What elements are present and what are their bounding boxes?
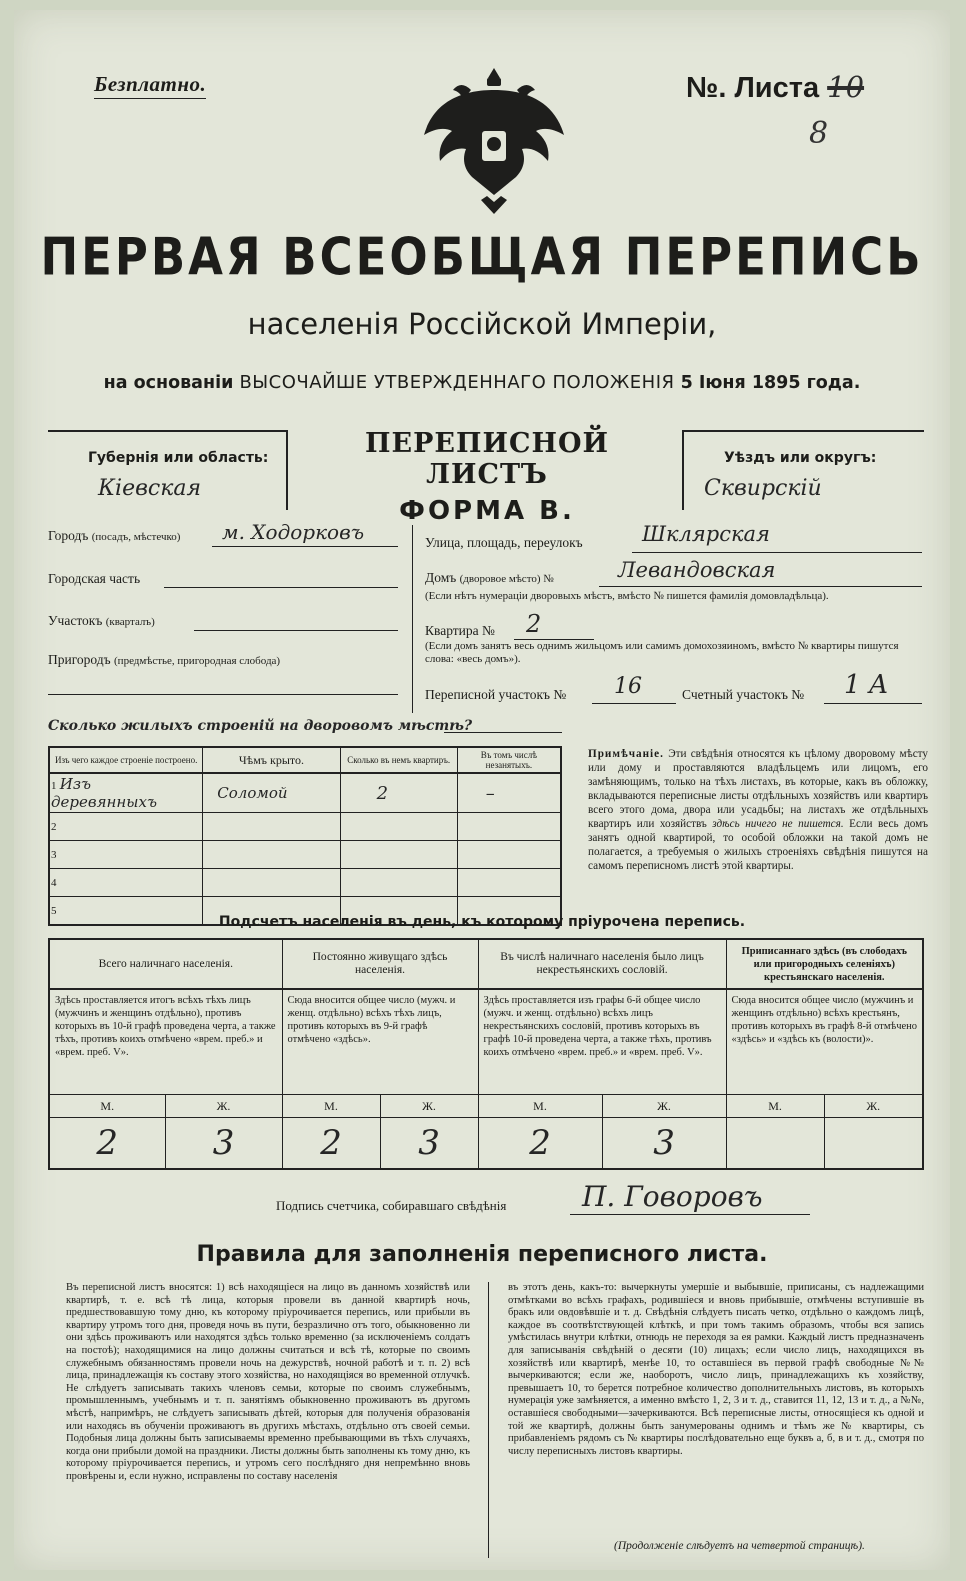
table-row [49,813,561,841]
col-vacant: Въ томъ числѣ незанятыхъ. [457,747,561,773]
decree-suffix: 5 Іюня 1895 года. [680,373,861,393]
rules-title: Правила для заполненія переписного листа. [196,1242,768,1267]
city-value: м. Ходорковъ [222,520,365,544]
quarter-label: Участокъ [48,613,103,628]
permanent-female-value: 3 [380,1118,478,1170]
total-male-value: 2 [49,1118,165,1170]
row-number: 4 [49,869,203,897]
material-value: Изъ деревянныхъ [51,775,157,811]
male-label: М. [726,1095,824,1118]
form-name: ФОРМА В. [399,496,575,526]
apt-hint: (Если домъ занятъ весь однимъ жильцомъ или самимъ домохозяиномъ, вмѣсто № квартиры пишутся слова: «весь домъ»). [425,640,899,665]
city-label: Городъ [48,528,89,543]
decree-caps: ВЫСОЧАЙШЕ УТВЕРЖДЕННАГО ПОЛОЖЕНІЯ [239,372,675,393]
apt-value: 2 [526,610,542,638]
total-female-value: 3 [165,1118,282,1170]
population-head-peasant: Приписаннаго здѣсь (въ слободахъ или пригородныхъ селеніяхъ) крестьянскаго населенія. [726,939,923,989]
suburb-field [48,652,280,668]
female-label: Ж. [165,1095,282,1118]
population-desc-permanent: Сюда вносится общее число (мужч. и женщ. отдѣльно) всѣхъ тѣхъ лицъ, противъ которыхъ въ 9-й графѣ отмѣчено «здѣсь». [282,989,478,1095]
population-head-total: Всего наличнаго населенія. [49,939,282,989]
quarter-note: (кварталъ) [105,616,155,628]
col-apartments: Сколько въ немъ квартиръ. [340,747,457,773]
main-title: ПЕРВАЯ ВСЕОБЩАЯ ПЕРЕПИСЬ [40,226,924,287]
buildings-question: Сколько жилыхъ строеній на дворовомъ мѣстѣ? [48,718,473,734]
nonpeasant-female-value: 3 [602,1118,726,1170]
female-label: Ж. [602,1095,726,1118]
table-row [49,869,561,897]
remark-block [588,747,928,873]
street-label: Улица, площадь, переулокъ [425,535,583,550]
apartments-value: 2 [340,773,457,813]
population-desc-peasant: Сюда вносится общее число (мужчинъ и женщинъ отдѣльно) всѣхъ крестьянъ, противъ которыхъ въ графѣ 8-й отмѣчено «здѣсь» и «здѣсь къ (волости)». [726,989,923,1095]
house-value: Левандовская [618,558,776,582]
count-area-value: 1 А [844,670,889,700]
population-desc-nonpeasant: Здѣсь проставляется изъ графы 6-й общее число (мужч. и женщ. отдѣльно) всѣхъ лицъ некрестьянскихъ сословій, противъ которыхъ въ графѣ 10-й проведена черта, а также тѣхъ, противъ коихъ отмѣчено «врем. преб.» и «врем. преб. V». [478,989,726,1095]
population-table [48,938,924,1170]
form-title-block [300,428,674,526]
sheet-number-crossed: 10 [827,70,865,104]
uezd-box [682,430,924,510]
uezd-value: Сквирскій [704,476,822,501]
signature-label: Подпись счетчика, собиравшаго свѣдѣнія [276,1198,507,1213]
city-field [48,528,180,544]
apt-label: Квартира № [425,623,495,638]
suburb-note: (предмѣстье, пригородная слобода) [114,655,281,667]
census-area-label: Переписной участокъ № [425,687,567,702]
house-hint: (Если нѣтъ нумераціи дворовыхъ мѣстъ, вмѣсто № пишется фамилія домовладѣльца). [425,590,829,602]
signature-value: П. Говоровъ [582,1180,763,1213]
gubernia-label: Губернія или область: [88,450,269,466]
peasant-male-value [726,1118,824,1170]
decree-line [14,372,950,393]
suburb-label: Пригородъ [48,652,111,667]
gubernia-box [48,430,288,510]
double-headed-eagle-emblem [419,60,569,220]
sheet-number-label: №. Листа [686,72,820,104]
col-material: Изъ чего каждое строеніе построено. [49,747,203,773]
buildings-table [48,746,562,926]
free-label: Безплатно. [94,72,207,96]
sheet-number-handwritten: 8 [809,116,829,151]
row-number: 1 [51,780,57,792]
permanent-male-value: 2 [282,1118,380,1170]
table-row [49,841,561,869]
gubernia-value: Кіевская [98,476,202,501]
col-roof: Чѣмъ крыто. [203,747,340,773]
female-label: Ж. [380,1095,478,1118]
house-field [425,570,554,586]
remark-text2: Если весь домъ занятъ одной квартирой, то особой обложки на такой домъ не полагается, а требуемыя о жилыхъ строеніяхъ свѣдѣнія пишутся на самомъ переписномъ листѣ этой квартиры. [588,818,929,872]
rules-column-right: въ этотъ день, какъ-то: вычеркнуты умершіе и выбывшіе, приписаны, съ надлежащими отмѣтками во всѣхъ графахъ, родившіеся и вновь прибывшіе, отмѣчены вступившіе въ бракъ или овдовѣвшіе и т. д. Свѣдѣнія слѣдуетъ писать четко, отдѣльно о каждомъ лицѣ, каждое въ соотвѣтствующей клѣткѣ, и при томъ такимъ образомъ, чтобы вся запись умѣстилась внутри клѣтки, отнюдь не переходя за ея рамки. Каждый листъ предназначенъ для записыванія свѣдѣній о десяти (10) лицахъ; если число лицъ, находящихся въ хозяйствѣ или квартирѣ, менѣе 10, то оставшіеся въ первой графѣ свободные №№ вычеркиваются; если же, наоборотъ, число лицъ, принадлежащихъ къ хозяйству, превышаетъ 10, то берется потребное количество дополнительныхъ листовъ, въ которыхъ нумерація уже замѣняется, а именно вмѣсто 1, 2, 3 и т. д., ставится 11, 12, 13 и т. д., а №№, оставшіеся свободными—зачеркиваются. Всѣ переписные листы, относящіеся къ одной и той же квартирѣ, должны быть занумерованы однимъ и тѣмъ же № квартиры, съ прибавленіемъ рядомъ съ № квартиры послѣдовательно еще буквъ а, б, в и т. д., смотря по числу переписныхъ листовъ квартиры. [508,1282,924,1457]
roof-value: Соломой [203,773,340,813]
male-label: М. [282,1095,380,1118]
table-row [49,773,561,813]
row-number: 2 [49,813,203,841]
row-number: 3 [49,841,203,869]
street-value: Шклярская [642,522,770,546]
district-label: Городская часть [48,571,141,586]
population-title: Подсчетъ населенія въ день, къ которому пріурочена перепись. [218,914,746,930]
remark-head: Примѣчаніе. [588,748,664,760]
city-note: (посадъ, мѣстечко) [91,531,181,543]
female-label: Ж. [824,1095,923,1118]
subtitle: населенія Россійской Имперіи, [247,307,717,341]
decree-prefix: на основаніи [103,373,234,393]
nonpeasant-male-value: 2 [478,1118,602,1170]
vacant-value: – [457,773,561,813]
census-form-sheet [14,10,950,1570]
male-label: М. [478,1095,602,1118]
sheet-number [686,70,864,105]
population-head-permanent: Постоянно живущаго здѣсь населенія. [282,939,478,989]
form-title: ПЕРЕПИСНОЙ ЛИСТЪ [365,428,609,490]
peasant-female-value [824,1118,923,1170]
rules-continued-note: (Продолженіе слѣдуетъ на четвертой страницѣ). [614,1540,865,1552]
row-number: 5 [49,897,203,926]
house-label: Домъ [425,570,457,585]
count-area-label: Счетный участокъ № [682,687,805,702]
uezd-label: Уѣздъ или округъ: [724,450,877,466]
rules-column-left: Въ переписной листъ вносятся: 1) всѣ находящіеся на лицо въ данномъ хозяйствѣ или квартирѣ, т. е. всѣ тѣ лица, которыя провели въ данной квартирѣ ночь, предшествовавшую тому дню, къ которому пріурочивается перепись, или прибыли въ квартиру утромъ того дня, проведя ночь въ пути, безразлично отъ того, обыкновенно ли они здѣсь проживаютъ или находятся здѣсь только временно (за исключеніемъ солдатъ на постоѣ); находящимися на лицо должны считаться и всѣ тѣ, которые по своимъ служебнымъ обязанностямъ провели ночь на дежурствѣ, ночной работѣ и т. п. 2) всѣ лица, принадлежащія къ составу этого хозяйства, но находящіяся во временной отлучкѣ. Не слѣдуетъ записывать такихъ членовъ семьи, которые по своимъ служебнымъ, промышленнымъ, учебнымъ и т. п. занятіямъ обыкновенно проживаютъ въ другомъ мѣстѣ, напримѣръ, не слѣдуетъ записывать дѣтей, которыя для полученія образованія или находясь въ обученіи проживаютъ въ другихъ мѣстахъ, отдѣльно отъ своей семьи. Подобныя лица должны быть записываемы временно пребывающими въ тѣхъ случаяхъ, когда они прибыли домой на праздники. Листы должны быть заполнены къ тому дню, къ которому пріурочивается перепись, и утромъ сего послѣдняго дня непремѣнно вновь провѣрены и, если нужно, исправлены по составу населенія [66,1282,470,1482]
remark-text: Эти свѣдѣнія относятся къ цѣлому дворовому мѣсту или дому и проставляются владѣльцемъ или лицомъ, его замѣняющимъ, только на тѣхъ листахъ, въ которые, какъ въ обложку, вкладываются переписные листы отдѣльныхъ хозяйствъ или квартиръ всего этого дома, двора или усадьбы; на листахъ же отдѣльныхъ квартиръ или хозяйствъ [588,748,928,830]
house-note: (дворовое мѣсто) № [459,573,554,585]
population-head-nonpeasant: Въ числѣ наличнаго населенія было лицъ некрестьянскихъ сословій. [478,939,726,989]
census-area-value: 16 [614,674,642,699]
quarter-field [48,613,155,629]
population-desc-total: Здѣсь проставляется итогъ всѣхъ тѣхъ лицъ (мужчинъ и женщинъ отдѣльно), противъ которыхъ въ 10-й графѣ проведена черта, а также тѣхъ, противъ коихъ отмѣчено «врем. преб.» и «врем. преб. V». [49,989,282,1095]
male-label: М. [49,1095,165,1118]
remark-italic: здѣсь ничего не пишется. [712,818,844,830]
